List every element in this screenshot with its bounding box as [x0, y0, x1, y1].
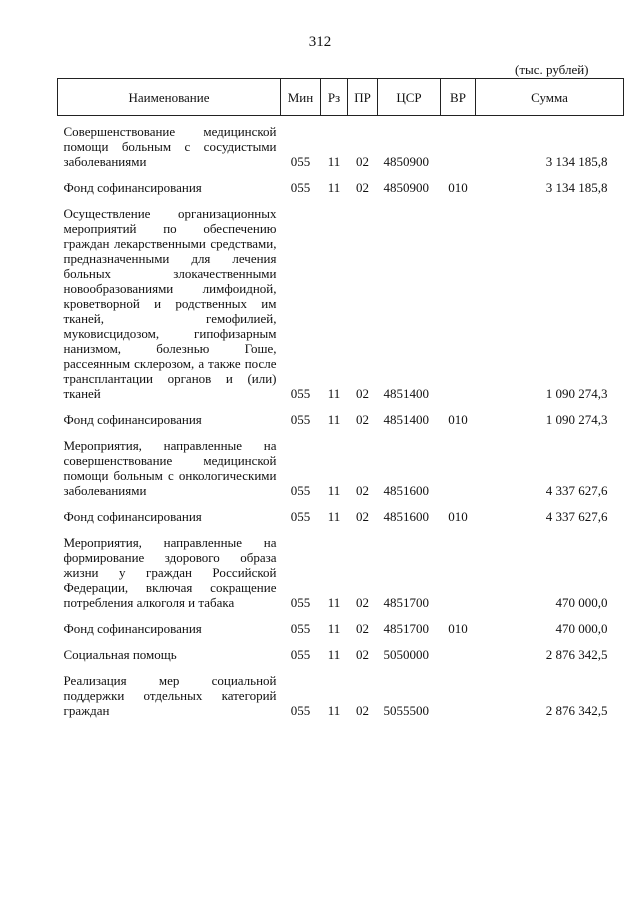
- row-vr: [441, 116, 476, 173]
- row-sum: 470 000,0: [555, 621, 608, 636]
- row-sum: 470 000,0: [555, 595, 608, 610]
- page-number: 312: [308, 34, 332, 50]
- row-name: Фонд софинансирования: [63, 509, 202, 524]
- row-rz: 11: [327, 509, 341, 524]
- table-row: [58, 430, 624, 501]
- row-pr: 02: [356, 703, 369, 718]
- row-min: 055: [290, 595, 311, 610]
- row-min: 055: [290, 647, 311, 662]
- row-pr: 02: [356, 412, 369, 427]
- table-row: [58, 639, 624, 665]
- row-pr: 02: [356, 483, 369, 498]
- row-rz: 11: [327, 703, 341, 718]
- row-name: Мероприятия, направленные на формирование здорового образа жизни у граждан Российской Федерации, включая сокращение потребления алкоголя и табака: [63, 535, 277, 610]
- row-sum: 3 134 185,8: [545, 180, 608, 195]
- row-csr: 4851600: [383, 509, 429, 524]
- row-min: 055: [290, 386, 311, 401]
- row-pr: 02: [356, 595, 369, 610]
- row-csr: 4851700: [383, 595, 429, 610]
- row-sum: 1 090 274,3: [545, 386, 608, 401]
- row-pr: 02: [356, 647, 369, 662]
- header-csr: ЦСР: [378, 79, 441, 116]
- units-label: (тыс. рублей): [515, 62, 589, 77]
- table-row: [58, 172, 624, 198]
- header-name: Наименование: [58, 79, 281, 116]
- row-rz: 11: [327, 180, 341, 195]
- row-name: Социальная помощь: [63, 647, 177, 662]
- row-vr: 010: [448, 412, 468, 427]
- row-sum: 1 090 274,3: [545, 412, 608, 427]
- budget-table: [57, 78, 624, 721]
- table-row: [58, 613, 624, 639]
- row-vr: [441, 665, 476, 721]
- table-row: [58, 527, 624, 613]
- row-min: 055: [290, 180, 311, 195]
- row-sum: 2 876 342,5: [545, 703, 608, 718]
- header-rz: Рз: [321, 79, 348, 116]
- row-min: 055: [290, 154, 311, 169]
- row-pr: 02: [356, 154, 369, 169]
- row-rz: 11: [327, 386, 341, 401]
- row-csr: 4851400: [383, 412, 429, 427]
- row-csr: 5055500: [383, 703, 429, 718]
- row-vr: [441, 430, 476, 501]
- row-pr: 02: [356, 509, 369, 524]
- row-rz: 11: [327, 595, 341, 610]
- row-min: 055: [290, 621, 311, 636]
- row-rz: 11: [327, 621, 341, 636]
- row-vr: 010: [448, 621, 468, 636]
- row-rz: 11: [327, 647, 341, 662]
- table-header-row: [58, 79, 624, 116]
- row-csr: 4851700: [383, 621, 429, 636]
- row-csr: 4850900: [383, 180, 429, 195]
- row-sum: 2 876 342,5: [545, 647, 608, 662]
- row-csr: 5050000: [383, 647, 429, 662]
- row-name: Фонд софинансирования: [63, 412, 202, 427]
- row-name: Осуществление организационных мероприятий по обеспечению граждан лекарственными средствами, предназначенными для лечения больных злокачественными новообразованиями лимфоидной, кроветворной и родственных им тканей, гемофилией, муковисцидозом, гипофизарным нанизмом, болезнью Гоше, рассеянным склерозом, а также после трансплантации органов и (или) тканей: [63, 206, 277, 401]
- row-vr: [441, 639, 476, 665]
- row-vr: [441, 527, 476, 613]
- row-sum: 4 337 627,6: [545, 509, 608, 524]
- table-row: [58, 404, 624, 430]
- row-pr: 02: [356, 386, 369, 401]
- row-csr: 4851400: [383, 386, 429, 401]
- row-min: 055: [290, 483, 311, 498]
- row-name: Фонд софинансирования: [63, 621, 202, 636]
- row-rz: 11: [327, 154, 341, 169]
- row-name: Реализация мер социальной поддержки отдельных категорий граждан: [63, 673, 277, 718]
- row-pr: 02: [356, 621, 369, 636]
- row-vr: [441, 198, 476, 404]
- row-csr: 4851600: [383, 483, 429, 498]
- table-row: [58, 665, 624, 721]
- row-min: 055: [290, 412, 311, 427]
- row-min: 055: [290, 703, 311, 718]
- row-sum: 3 134 185,8: [545, 154, 608, 169]
- header-pr: ПР: [348, 79, 378, 116]
- table-row: [58, 501, 624, 527]
- table-row: [58, 116, 624, 173]
- header-min: Мин: [281, 79, 321, 116]
- row-rz: 11: [327, 483, 341, 498]
- table-row: [58, 198, 624, 404]
- header-sum: Сумма: [476, 79, 624, 116]
- row-name: Мероприятия, направленные на совершенствование медицинской помощи больным с онкологическими заболеваниями: [63, 438, 277, 498]
- row-vr: 010: [448, 509, 468, 524]
- row-min: 055: [290, 509, 311, 524]
- row-vr: 010: [448, 180, 468, 195]
- row-name: Фонд софинансирования: [63, 180, 202, 195]
- row-csr: 4850900: [383, 154, 429, 169]
- row-rz: 11: [327, 412, 341, 427]
- row-name: Совершенствование медицинской помощи больным с сосудистыми заболеваниями: [63, 124, 277, 169]
- row-sum: 4 337 627,6: [545, 483, 608, 498]
- row-pr: 02: [356, 180, 369, 195]
- header-vr: ВР: [441, 79, 476, 116]
